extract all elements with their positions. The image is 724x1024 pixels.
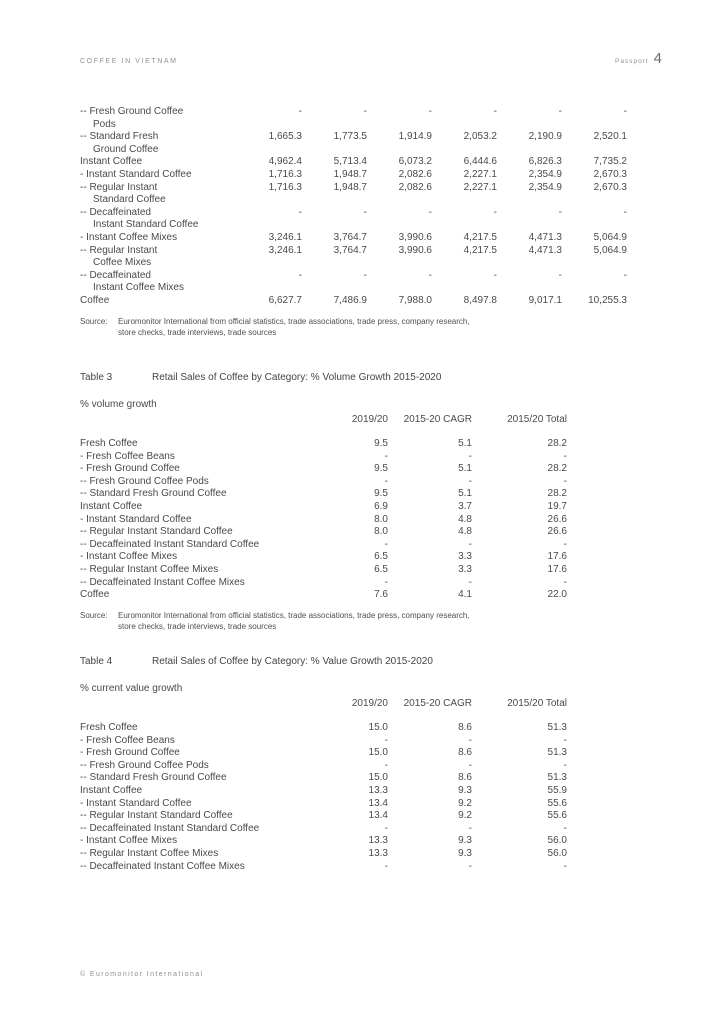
cell-value: 3,764.7 <box>333 244 367 256</box>
cell-value: - <box>468 576 472 588</box>
table-row <box>80 295 627 308</box>
cell-value: - <box>384 822 388 834</box>
cell-value: - <box>493 106 497 117</box>
cell-value: 9.2 <box>458 810 472 822</box>
cell-value: 8.0 <box>374 513 388 525</box>
cell-value: 3,246.1 <box>268 231 302 243</box>
source-label: Source: <box>80 610 108 620</box>
cell-value: 17.6 <box>547 551 567 563</box>
row-label-line: Fresh Coffee <box>80 438 138 449</box>
row-label <box>80 270 237 295</box>
row-label <box>80 848 302 861</box>
passport-pagination <box>615 50 662 68</box>
cell-value: 28.2 <box>547 488 567 500</box>
cell-value: - <box>468 538 472 550</box>
cell-value: 2,227.1 <box>463 181 497 193</box>
row-label-line: -- Decaffeinated <box>80 269 151 281</box>
table-row <box>80 232 627 245</box>
cell-value: - <box>468 475 472 487</box>
table-row <box>80 463 567 476</box>
cell-value: 51.3 <box>547 772 567 784</box>
table-row <box>80 798 567 811</box>
cell-value: 4,217.5 <box>463 244 497 256</box>
row-label <box>80 823 302 836</box>
row-label <box>80 551 302 564</box>
row-label <box>80 810 302 823</box>
column-header: 2015-20 CAGR <box>403 698 472 709</box>
cell-value: 6.5 <box>374 563 388 575</box>
cell-value: 2,082.6 <box>398 181 432 193</box>
table3-heading <box>80 371 567 384</box>
row-label-line: - Fresh Coffee Beans <box>80 734 175 746</box>
cell-value: - <box>563 538 567 550</box>
cell-value: 19.7 <box>547 500 567 512</box>
row-label <box>80 131 237 156</box>
table-row <box>80 823 567 836</box>
row-label-line: Instant Coffee <box>80 784 143 796</box>
cell-value: - <box>563 576 567 588</box>
cell-value: 13.4 <box>368 810 388 822</box>
cell-value: 2,670.3 <box>593 168 627 180</box>
cell-value: - <box>298 206 302 218</box>
cell-value: - <box>563 475 567 487</box>
cell-value: - <box>428 106 432 117</box>
cell-value: 10,255.3 <box>588 294 627 306</box>
cell-value: - <box>563 734 567 746</box>
column-header: 2015/20 Total <box>507 414 567 425</box>
row-label <box>80 106 237 131</box>
page-header <box>80 50 662 68</box>
row-label-line: -- Decaffeinated Instant Coffee Mixes <box>80 860 245 872</box>
row-label-continuation: Instant Standard Coffee <box>93 219 199 231</box>
table-row <box>80 156 627 169</box>
cell-value: 2,354.9 <box>528 168 562 180</box>
row-label <box>80 182 237 207</box>
table4-title: Retail Sales of Coffee by Category: % Value Growth 2015-2020 <box>152 656 433 667</box>
cell-value: - <box>563 759 567 771</box>
table-row <box>80 476 567 489</box>
table3-unit: % volume growth <box>80 399 157 410</box>
cell-value: 9.5 <box>374 438 388 449</box>
table2-source-note <box>80 316 627 339</box>
row-label <box>80 577 302 590</box>
row-label <box>80 785 302 798</box>
row-label-line: - Fresh Ground Coffee <box>80 463 180 475</box>
cell-value: 2,520.1 <box>593 131 627 143</box>
cell-value: - <box>563 860 567 872</box>
row-label-line: - Instant Coffee Mixes <box>80 835 178 847</box>
cell-value: 7,988.0 <box>398 294 432 306</box>
row-label-line: - Fresh Coffee Beans <box>80 450 175 462</box>
cell-value: - <box>363 206 367 218</box>
table-row <box>80 589 567 602</box>
row-label <box>80 232 237 245</box>
row-label-line: -- Fresh Ground Coffee <box>80 106 184 117</box>
cell-value: 1,716.3 <box>268 168 302 180</box>
cell-value: 4,471.3 <box>528 244 562 256</box>
table-row <box>80 514 567 527</box>
cell-value: 6,444.6 <box>463 156 497 168</box>
cell-value: 6.9 <box>374 500 388 512</box>
row-label <box>80 772 302 785</box>
table-row <box>80 772 567 785</box>
row-label-line: -- Decaffeinated Instant Coffee Mixes <box>80 576 245 588</box>
row-label-line: -- Regular Instant Coffee Mixes <box>80 847 219 859</box>
row-label-continuation: Instant Coffee Mixes <box>93 282 184 294</box>
cell-value: 7,735.2 <box>593 156 627 168</box>
row-label-continuation: Standard Coffee <box>93 194 166 206</box>
cell-value: 56.0 <box>547 835 567 847</box>
cell-value: 13.3 <box>368 784 388 796</box>
row-label <box>80 564 302 577</box>
table-row <box>80 760 567 773</box>
cell-value: 6,627.7 <box>268 294 302 306</box>
table-row <box>80 182 627 207</box>
row-label-continuation: Ground Coffee <box>93 143 159 155</box>
cell-value: - <box>363 106 367 117</box>
table-row <box>80 539 567 552</box>
cell-value: 9.3 <box>458 835 472 847</box>
row-label <box>80 760 302 773</box>
cell-value: 13.3 <box>368 847 388 859</box>
row-label-line: -- Decaffeinated <box>80 206 151 218</box>
row-label-line: Coffee <box>80 294 110 306</box>
table-row <box>80 551 567 564</box>
table4-number: Table 4 <box>80 656 113 667</box>
cell-value: 5.1 <box>458 488 472 500</box>
cell-value: 51.3 <box>547 747 567 759</box>
cell-value: - <box>493 206 497 218</box>
table-row <box>80 577 567 590</box>
source-text <box>118 610 567 633</box>
table-row <box>80 785 567 798</box>
cell-value: 2,354.9 <box>528 181 562 193</box>
cell-value: 55.6 <box>547 797 567 809</box>
table4-heading <box>80 655 567 668</box>
cell-value: 8.6 <box>458 722 472 733</box>
cell-value: 2,670.3 <box>593 181 627 193</box>
row-label <box>80 514 302 527</box>
cell-value: - <box>298 106 302 117</box>
row-label-line: -- Fresh Ground Coffee Pods <box>80 475 209 487</box>
cell-value: 7.6 <box>374 589 388 601</box>
row-label <box>80 463 302 476</box>
table-row <box>80 501 567 514</box>
column-header: 2015-20 CAGR <box>403 414 472 425</box>
table2-rows <box>80 106 627 308</box>
column-header: 2019/20 <box>351 698 388 709</box>
cell-value: 3.3 <box>458 563 472 575</box>
cell-value: 9.2 <box>458 797 472 809</box>
row-label <box>80 488 302 501</box>
cell-value: - <box>468 822 472 834</box>
row-label-line: Fresh Coffee <box>80 722 138 733</box>
cell-value: 5.1 <box>458 463 472 475</box>
cell-value: - <box>384 450 388 462</box>
cell-value: 6.5 <box>374 551 388 563</box>
table-row <box>80 848 567 861</box>
source-line-1: Euromonitor International from official statistics, trade associations, trade press, company research, <box>118 610 470 620</box>
cell-value: 1,773.5 <box>333 131 367 143</box>
row-label-line: - Instant Standard Coffee <box>80 513 192 525</box>
row-label <box>80 735 302 748</box>
cell-value: 3,764.7 <box>333 231 367 243</box>
table-row <box>80 438 567 451</box>
cell-value: - <box>384 860 388 872</box>
cell-value: 5.1 <box>458 438 472 449</box>
row-label <box>80 156 237 169</box>
cell-value: 4,471.3 <box>528 231 562 243</box>
row-label-line: - Instant Standard Coffee <box>80 168 192 180</box>
cell-value: - <box>384 734 388 746</box>
cell-value: 3,990.6 <box>398 244 432 256</box>
row-label-line: - Instant Coffee Mixes <box>80 231 178 243</box>
cell-value: - <box>558 106 562 117</box>
row-label-line: -- Standard Fresh <box>80 131 159 143</box>
cell-value: 7,486.9 <box>333 294 367 306</box>
cell-value: 9.3 <box>458 847 472 859</box>
cell-value: - <box>298 269 302 281</box>
cell-value: - <box>363 269 367 281</box>
row-label-line: Instant Coffee <box>80 500 143 512</box>
cell-value: - <box>428 269 432 281</box>
table-row <box>80 106 627 131</box>
row-label <box>80 501 302 514</box>
row-label-line: -- Standard Fresh Ground Coffee <box>80 488 227 500</box>
cell-value: 4,217.5 <box>463 231 497 243</box>
row-label <box>80 747 302 760</box>
table-row <box>80 131 627 156</box>
cell-value: 5,064.9 <box>593 244 627 256</box>
row-label-line: -- Regular Instant Coffee Mixes <box>80 563 219 575</box>
cell-value: 15.0 <box>368 747 388 759</box>
row-label-line: -- Regular Instant <box>80 181 158 193</box>
table-row <box>80 564 567 577</box>
cell-value: - <box>384 576 388 588</box>
cell-value: 4.8 <box>458 513 472 525</box>
row-label <box>80 451 302 464</box>
cell-value: 3,246.1 <box>268 244 302 256</box>
cell-value: - <box>384 475 388 487</box>
row-label-line: -- Fresh Ground Coffee Pods <box>80 759 209 771</box>
row-label <box>80 539 302 552</box>
row-label-line: - Instant Standard Coffee <box>80 797 192 809</box>
row-label <box>80 589 302 602</box>
table4 <box>80 655 567 873</box>
cell-value: - <box>428 206 432 218</box>
cell-value: 9,017.1 <box>528 294 562 306</box>
cell-value: - <box>563 822 567 834</box>
row-label <box>80 861 302 874</box>
table4-rows <box>80 722 567 873</box>
cell-value: - <box>468 450 472 462</box>
cell-value: 3.3 <box>458 551 472 563</box>
cell-value: 22.0 <box>547 589 567 601</box>
row-label <box>80 526 302 539</box>
cell-value: 3,990.6 <box>398 231 432 243</box>
table-row <box>80 810 567 823</box>
cell-value: 26.6 <box>547 513 567 525</box>
row-label-line: -- Standard Fresh Ground Coffee <box>80 772 227 784</box>
row-label-line: - Instant Coffee Mixes <box>80 551 178 563</box>
cell-value: 4,962.4 <box>268 156 302 168</box>
row-label-line: - Fresh Ground Coffee <box>80 747 180 759</box>
cell-value: - <box>558 206 562 218</box>
row-label <box>80 438 302 451</box>
row-label-line: Coffee <box>80 589 110 601</box>
table3-rows <box>80 438 567 602</box>
table-row <box>80 835 567 848</box>
row-label-line: -- Regular Instant Standard Coffee <box>80 810 233 822</box>
cell-value: 2,053.2 <box>463 131 497 143</box>
cell-value: 3.7 <box>458 500 472 512</box>
cell-value: 4.8 <box>458 526 472 538</box>
cell-value: 2,190.9 <box>528 131 562 143</box>
cell-value: 1,716.3 <box>268 181 302 193</box>
passport-brand-label: Passport <box>615 58 649 65</box>
table-row <box>80 207 627 232</box>
table-row <box>80 270 627 295</box>
cell-value: 15.0 <box>368 722 388 733</box>
table3-column-headers <box>80 413 567 426</box>
table-row <box>80 245 627 270</box>
cell-value: 1,948.7 <box>333 168 367 180</box>
cell-value: 15.0 <box>368 772 388 784</box>
cell-value: 28.2 <box>547 463 567 475</box>
table-row <box>80 722 567 735</box>
cell-value: 8.0 <box>374 526 388 538</box>
cell-value: 9.5 <box>374 488 388 500</box>
page-number: 4 <box>653 50 662 67</box>
row-label <box>80 798 302 811</box>
cell-value: 13.3 <box>368 835 388 847</box>
cell-value: - <box>493 269 497 281</box>
row-label <box>80 245 237 270</box>
table4-unit: % current value growth <box>80 683 183 694</box>
row-label-continuation: Pods <box>93 118 116 130</box>
cell-value: 2,227.1 <box>463 168 497 180</box>
row-label-line: Instant Coffee <box>80 156 143 168</box>
cell-value: 4.1 <box>458 589 472 601</box>
cell-value: 5,064.9 <box>593 231 627 243</box>
source-line-2: store checks, trade interviews, trade sources <box>118 622 277 632</box>
table3 <box>80 371 567 633</box>
cell-value: - <box>468 860 472 872</box>
table3-source-note <box>80 610 567 633</box>
cell-value: 1,665.3 <box>268 131 302 143</box>
cell-value: - <box>623 106 627 117</box>
row-label-line: -- Decaffeinated Instant Standard Coffee <box>80 538 260 550</box>
source-text <box>118 316 627 339</box>
table-row <box>80 747 567 760</box>
cell-value: 9.5 <box>374 463 388 475</box>
cell-value: - <box>384 759 388 771</box>
cell-value: 6,073.2 <box>398 156 432 168</box>
row-label <box>80 835 302 848</box>
table3-number: Table 3 <box>80 372 113 383</box>
row-label <box>80 476 302 489</box>
table-row <box>80 861 567 874</box>
source-line-1: Euromonitor International from official statistics, trade associations, trade press, company research, <box>118 316 470 326</box>
table2-continuation <box>80 106 627 339</box>
table-row <box>80 526 567 539</box>
page-footer-copyright: © Euromonitor International <box>80 971 204 978</box>
row-label <box>80 295 237 308</box>
cell-value: - <box>384 538 388 550</box>
row-label-line: -- Decaffeinated Instant Standard Coffee <box>80 822 260 834</box>
source-label: Source: <box>80 316 108 326</box>
row-label <box>80 722 302 735</box>
cell-value: - <box>558 269 562 281</box>
table4-column-headers <box>80 697 567 710</box>
column-header: 2015/20 Total <box>507 698 567 709</box>
cell-value: 9.3 <box>458 784 472 796</box>
table3-title: Retail Sales of Coffee by Category: % Volume Growth 2015-2020 <box>152 372 442 383</box>
cell-value: - <box>468 734 472 746</box>
cell-value: - <box>563 450 567 462</box>
cell-value: 5,713.4 <box>333 156 367 168</box>
cell-value: 8,497.8 <box>463 294 497 306</box>
source-line-2: store checks, trade interviews, trade sources <box>118 328 277 338</box>
cell-value: 6,826.3 <box>528 156 562 168</box>
report-title: COFFEE IN VIETNAM <box>80 58 178 65</box>
table-row <box>80 169 627 182</box>
cell-value: - <box>468 759 472 771</box>
row-label-continuation: Coffee Mixes <box>93 257 152 269</box>
table-row <box>80 488 567 501</box>
table-row <box>80 451 567 464</box>
row-label-line: -- Regular Instant Standard Coffee <box>80 526 233 538</box>
cell-value: 1,948.7 <box>333 181 367 193</box>
cell-value: 28.2 <box>547 438 567 449</box>
cell-value: 8.6 <box>458 772 472 784</box>
row-label <box>80 207 237 232</box>
cell-value: 51.3 <box>547 722 567 733</box>
cell-value: 1,914.9 <box>398 131 432 143</box>
cell-value: - <box>623 269 627 281</box>
cell-value: 8.6 <box>458 747 472 759</box>
cell-value: 26.6 <box>547 526 567 538</box>
cell-value: 55.6 <box>547 810 567 822</box>
cell-value: 55.9 <box>547 784 567 796</box>
column-header: 2019/20 <box>351 414 388 425</box>
cell-value: 2,082.6 <box>398 168 432 180</box>
row-label-line: -- Regular Instant <box>80 244 158 256</box>
cell-value: 56.0 <box>547 847 567 859</box>
row-label <box>80 169 237 182</box>
cell-value: 17.6 <box>547 563 567 575</box>
table-row <box>80 735 567 748</box>
cell-value: - <box>623 206 627 218</box>
cell-value: 13.4 <box>368 797 388 809</box>
